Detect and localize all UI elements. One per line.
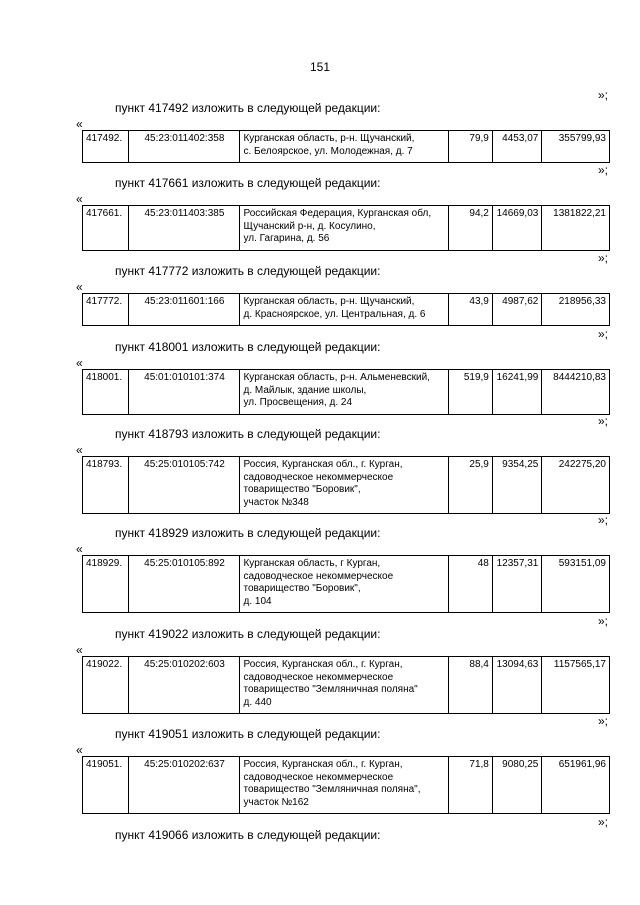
table-row xyxy=(83,206,610,251)
amendment-heading: пункт 417772 изложить в следующей редакции: xyxy=(115,264,381,278)
amendment-heading: пункт 419022 изложить в следующей редакции: xyxy=(115,627,381,641)
close-quote: »; xyxy=(598,714,609,728)
total-value-cell: 1381822,21 xyxy=(542,206,610,251)
item-number-cell: 418929. xyxy=(83,556,129,613)
address-line: д. 440 xyxy=(243,696,272,708)
open-quote: « xyxy=(76,443,83,457)
address-cell xyxy=(240,370,449,415)
amendment-heading: пункт 417661 изложить в следующей редакции: xyxy=(115,176,381,190)
address-line: Российская Федерация, Курганская обл, xyxy=(243,208,432,219)
close-quote: »; xyxy=(598,327,609,341)
cadastral-number-cell: 45:25:010202:637 xyxy=(129,757,240,814)
open-quote: « xyxy=(76,356,83,370)
amendment-heading: пункт 418929 изложить в следующей редакции: xyxy=(115,526,381,540)
address-cell xyxy=(240,131,449,163)
address-cell xyxy=(240,206,449,251)
unit-price-cell: 12357,31 xyxy=(492,556,541,613)
cadastral-number-cell: 45:23:011402:358 xyxy=(129,131,240,163)
cadastral-number-cell: 45:23:011403:385 xyxy=(129,206,240,251)
cadastral-number-cell: 45:25:010202:603 xyxy=(129,657,240,714)
table-row xyxy=(83,757,610,814)
close-quote: »; xyxy=(598,614,609,628)
area-cell: 88,4 xyxy=(449,657,492,714)
close-quote: »; xyxy=(598,513,609,527)
close-quote: »; xyxy=(598,251,609,265)
page-number: 151 xyxy=(309,60,331,74)
area-cell: 48 xyxy=(449,556,492,613)
open-quote: « xyxy=(76,743,83,757)
property-table xyxy=(82,656,610,714)
property-table xyxy=(82,293,610,326)
address-line: садоводческое некоммерческое xyxy=(243,570,394,582)
table-row xyxy=(83,131,610,163)
address-line: Курганская область, р-н. Щучанский, xyxy=(243,133,415,144)
total-value-cell: 242275,20 xyxy=(542,457,610,514)
area-cell: 79,9 xyxy=(449,131,492,163)
open-quote: « xyxy=(76,542,83,556)
open-quote: « xyxy=(76,280,83,294)
address-cell xyxy=(240,457,449,514)
unit-price-cell: 16241,99 xyxy=(492,370,541,415)
amendment-heading: пункт 418001 изложить в следующей редакции: xyxy=(115,340,381,354)
unit-price-cell: 9080,25 xyxy=(492,757,541,814)
area-cell: 43,9 xyxy=(449,294,492,326)
property-table xyxy=(82,369,610,415)
cadastral-number-cell: 45:25:010105:742 xyxy=(129,457,240,514)
total-value-cell: 593151,09 xyxy=(542,556,610,613)
close-quote: »; xyxy=(598,88,609,102)
address-line: Щучанский р-н, д. Косулино, xyxy=(243,220,376,232)
table-row xyxy=(83,370,610,415)
open-quote: « xyxy=(76,117,83,131)
property-table xyxy=(82,756,610,814)
address-line: ул. Просвещения, д. 24 xyxy=(243,397,352,408)
area-cell: 519,9 xyxy=(449,370,492,415)
close-quote: »; xyxy=(598,414,609,428)
total-value-cell: 8444210,83 xyxy=(542,370,610,415)
address-line: участок №348 xyxy=(243,496,309,508)
item-number-cell: 419051. xyxy=(83,757,129,814)
unit-price-cell: 9354,25 xyxy=(492,457,541,514)
address-line: товарищество "Боровик", xyxy=(243,484,361,495)
address-line: Курганская область, г Курган, xyxy=(243,558,381,569)
address-line: Курганская область, р-н. Альменевский, xyxy=(243,372,430,383)
area-cell: 25,9 xyxy=(449,457,492,514)
address-line: участок №162 xyxy=(243,796,309,808)
final-close-quote: »; xyxy=(598,815,609,829)
amendment-heading: пункт 418793 изложить в следующей редакции: xyxy=(115,427,381,441)
area-cell: 94,2 xyxy=(449,206,492,251)
amendment-heading: пункт 417492 изложить в следующей редакции: xyxy=(115,101,381,115)
item-number-cell: 419022. xyxy=(83,657,129,714)
address-line: д. Майлык, здание школы, xyxy=(243,384,367,396)
open-quote: « xyxy=(76,192,83,206)
address-line: садоводческое некоммерческое xyxy=(243,671,394,683)
address-line: товарищество "Земляничная поляна", xyxy=(243,784,421,795)
total-value-cell: 651961,96 xyxy=(542,757,610,814)
address-cell xyxy=(240,556,449,613)
address-line: Россия, Курганская обл., г. Курган, xyxy=(243,459,403,470)
cadastral-number-cell: 45:23:011601:166 xyxy=(129,294,240,326)
item-number-cell: 417661. xyxy=(83,206,129,251)
item-number-cell: 417772. xyxy=(83,294,129,326)
address-line: д. 104 xyxy=(243,595,272,607)
table-row xyxy=(83,294,610,326)
address-cell xyxy=(240,657,449,714)
address-cell xyxy=(240,757,449,814)
cadastral-number-cell: 45:25:010105:892 xyxy=(129,556,240,613)
area-cell: 71,8 xyxy=(449,757,492,814)
address-line: садоводческое некоммерческое xyxy=(243,771,394,783)
unit-price-cell: 4987,62 xyxy=(492,294,541,326)
cadastral-number-cell: 45:01:010101:374 xyxy=(129,370,240,415)
address-line: с. Белоярское, ул. Молодежная, д. 7 xyxy=(243,145,413,157)
property-table xyxy=(82,130,610,163)
table-row xyxy=(83,457,610,514)
property-table xyxy=(82,555,610,613)
address-line: товарищество "Земляничная поляна" xyxy=(243,684,418,695)
address-cell xyxy=(240,294,449,326)
address-line: ул. Гагарина, д. 56 xyxy=(243,233,330,244)
open-quote: « xyxy=(76,643,83,657)
item-number-cell: 418793. xyxy=(83,457,129,514)
item-number-cell: 417492. xyxy=(83,131,129,163)
table-row xyxy=(83,556,610,613)
item-number-cell: 418001. xyxy=(83,370,129,415)
total-value-cell: 218956,33 xyxy=(542,294,610,326)
address-line: садоводческое некоммерческое xyxy=(243,471,394,483)
property-table xyxy=(82,205,610,251)
amendment-heading: пункт 419051 изложить в следующей редакции: xyxy=(115,727,381,741)
final-heading: пункт 419066 изложить в следующей редакции: xyxy=(115,828,381,842)
address-line: Курганская область, р-н. Щучанский, xyxy=(243,296,415,307)
address-line: товарищество "Боровик", xyxy=(243,583,361,594)
address-line: Россия, Курганская обл., г. Курган, xyxy=(243,759,403,770)
close-quote: »; xyxy=(598,163,609,177)
address-line: д. Красноярское, ул. Центральная, д. 6 xyxy=(243,308,426,320)
table-row xyxy=(83,657,610,714)
address-line: Россия, Курганская обл., г. Курган, xyxy=(243,659,403,670)
property-table xyxy=(82,456,610,514)
unit-price-cell: 4453,07 xyxy=(492,131,541,163)
total-value-cell: 1157565,17 xyxy=(542,657,610,714)
unit-price-cell: 13094,63 xyxy=(492,657,541,714)
unit-price-cell: 14669,03 xyxy=(492,206,541,251)
total-value-cell: 355799,93 xyxy=(542,131,610,163)
